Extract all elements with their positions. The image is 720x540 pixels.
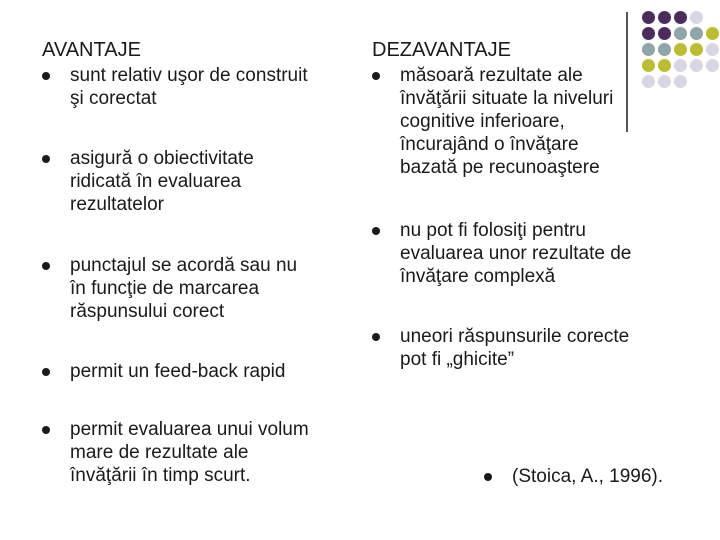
item-line: permit un feed-back rapid bbox=[70, 361, 286, 382]
decor-dot bbox=[706, 43, 719, 56]
item-line: învăţării în timp scurt. bbox=[70, 465, 251, 486]
item-line: ridicată în evaluarea bbox=[70, 171, 242, 192]
decor-dot bbox=[658, 27, 671, 40]
decor-dot bbox=[674, 43, 687, 56]
advantage-item bbox=[42, 64, 362, 112]
item-line: uneori răspunsurile corecte bbox=[400, 326, 630, 347]
bullet-dot bbox=[42, 72, 50, 80]
decor-dot bbox=[674, 27, 687, 40]
item-line: bazată pe recunoaştere bbox=[400, 157, 600, 178]
item-line: sunt relativ uşor de construit bbox=[70, 65, 308, 86]
disadvantages-heading: DEZAVANTAJE bbox=[372, 39, 511, 61]
disadvantage-item bbox=[372, 325, 692, 373]
advantage-item bbox=[42, 147, 362, 217]
decor-dot bbox=[690, 11, 703, 24]
decor-dot bbox=[690, 43, 703, 56]
decor-dot bbox=[642, 27, 655, 40]
item-line: asigură o obiectivitate bbox=[70, 148, 254, 169]
item-line: învăţare complexă bbox=[400, 266, 556, 287]
decor-dot bbox=[706, 27, 719, 40]
decor-dot bbox=[642, 43, 655, 56]
item-line: nu pot fi folosiţi pentru bbox=[400, 220, 586, 241]
item-line: cognitive inferioare, bbox=[400, 111, 565, 132]
citation bbox=[484, 465, 704, 489]
decor-dot bbox=[658, 43, 671, 56]
bullet-dot bbox=[372, 333, 380, 341]
decor-dot bbox=[674, 11, 687, 24]
decor-dot bbox=[642, 11, 655, 24]
item-line: răspunsului corect bbox=[70, 301, 225, 322]
item-line: rezultatelor bbox=[70, 194, 164, 215]
item-line: învăţării situate la niveluri bbox=[400, 88, 614, 109]
disadvantage-item bbox=[372, 219, 692, 289]
item-line: măsoară rezultate ale bbox=[400, 65, 583, 86]
disadvantage-item bbox=[372, 64, 692, 182]
decor-dot bbox=[658, 11, 671, 24]
advantage-item bbox=[42, 360, 362, 384]
decor-dot bbox=[706, 59, 719, 72]
bullet-dot bbox=[42, 262, 50, 270]
item-line: permit evaluarea unui volum bbox=[70, 419, 309, 440]
bullet-dot bbox=[372, 72, 380, 80]
item-line: punctajul se acordă sau nu bbox=[70, 255, 298, 276]
bullet-dot bbox=[42, 155, 50, 163]
item-line: pot fi „ghicite” bbox=[400, 349, 515, 370]
bullet-dot bbox=[42, 426, 50, 434]
item-line: şi corectat bbox=[70, 88, 157, 109]
decor-dot bbox=[690, 27, 703, 40]
bullet-dot bbox=[372, 227, 380, 235]
bullet-dot bbox=[484, 473, 492, 481]
item-line: în funcţie de marcarea bbox=[70, 278, 260, 299]
item-line: mare de rezultate ale bbox=[70, 442, 249, 463]
advantage-item bbox=[42, 254, 362, 324]
item-line: evaluarea unor rezultate de bbox=[400, 243, 632, 264]
advantages-heading: AVANTAJE bbox=[42, 39, 141, 61]
bullet-dot bbox=[42, 368, 50, 376]
advantage-item bbox=[42, 418, 362, 488]
citation-text: (Stoica, A., 1996). bbox=[512, 466, 664, 487]
item-line: încurajând o învăţare bbox=[400, 134, 579, 155]
